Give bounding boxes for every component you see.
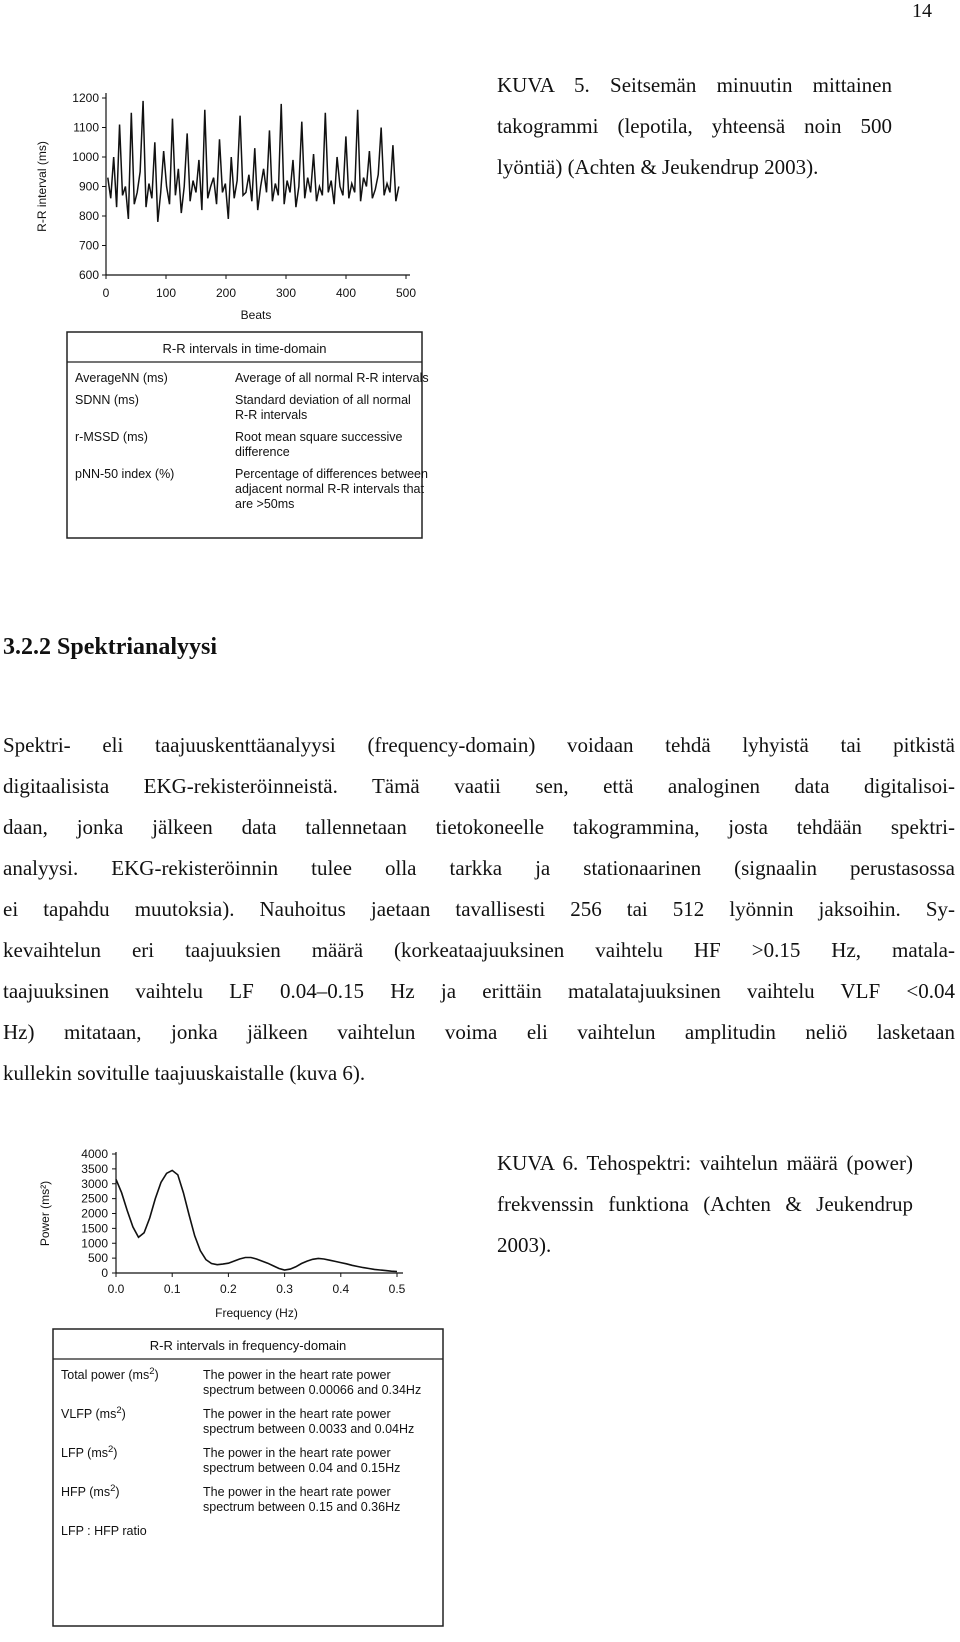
table-definition: The power in the heart rate power bbox=[203, 1446, 391, 1460]
y-tick-label: 800 bbox=[78, 209, 99, 223]
y-tick-label: 1200 bbox=[72, 91, 99, 105]
y-tick-label: 2000 bbox=[81, 1206, 108, 1221]
figure-6-caption-text: KUVA 6. Tehospektri: vaihtelun määrä (power) frekvenssin funktiona (Achten & Jeukendrup 2003). bbox=[497, 1151, 913, 1257]
x-axis-label: Beats bbox=[240, 308, 272, 322]
page-number: 14 bbox=[912, 0, 932, 22]
power-spectrum-series-line bbox=[116, 1170, 397, 1271]
x-tick-label: 0.2 bbox=[220, 1282, 237, 1296]
body-line: analyysi. EKG-rekisteröinnin tulee olla tarkka ja stationaarinen (signaalin perustasossa bbox=[3, 856, 955, 880]
table-term: LFP $(ms^2)$ bbox=[61, 1444, 118, 1460]
y-tick-label: 1100 bbox=[73, 120, 99, 135]
table-term: AverageNN (ms) bbox=[75, 371, 168, 385]
x-tick-label: 200 bbox=[215, 286, 237, 300]
body-line: ei tapahdu muutoksia). Nauhoitus jaetaan tavallisesti 256 tai 512 lyönnin jaksoihin. Sy- bbox=[3, 897, 955, 921]
y-tick-label: 1000 bbox=[81, 1236, 108, 1251]
y-tick-label: 2500 bbox=[81, 1191, 108, 1206]
table-definition: are >50ms bbox=[235, 497, 295, 511]
figure-6-caption bbox=[497, 1143, 913, 1266]
body-line: kevaihtelun eri taajuuksien määrä (korkeataajuuksinen vaihtelu HF >0.15 Hz, matala- bbox=[3, 938, 955, 962]
x-tick-label: 500 bbox=[395, 286, 417, 300]
y-axis-label: R-R interval (ms) bbox=[35, 141, 49, 232]
y-axis-label: Power (ms²) bbox=[38, 1180, 52, 1247]
figure-5-caption bbox=[497, 65, 892, 188]
table-definition: Percentage of differences between bbox=[235, 467, 428, 481]
table-title: R-R intervals in frequency-domain bbox=[149, 1338, 347, 1353]
rr-interval-series-line bbox=[108, 101, 399, 222]
table-term: LFP : HFP ratio bbox=[61, 1524, 147, 1538]
y-tick-label: 4000 bbox=[81, 1148, 108, 1161]
table-term: HFP $(ms^2)$ bbox=[61, 1483, 120, 1499]
x-tick-label: 0 bbox=[102, 286, 110, 300]
body-line: Spektri- eli taajuuskenttäanalyysi (frequency-domain) voidaan tehdä lyhyistä tai pitkistä bbox=[3, 733, 955, 757]
table-definition: spectrum between 0.15 and 0.36Hz bbox=[203, 1500, 401, 1514]
x-tick-label: 0.3 bbox=[276, 1282, 293, 1296]
table-definition: R-R intervals bbox=[235, 408, 308, 422]
y-tick-label: 500 bbox=[87, 1251, 108, 1266]
y-tick-label: 1500 bbox=[81, 1221, 108, 1236]
table-definition: The power in the heart rate power bbox=[203, 1485, 391, 1499]
body-line: digitaalisista EKG-rekisteröinneistä. Tämä vaatii sen, että analoginen data digitalisoi- bbox=[3, 774, 955, 798]
body-line: Hz) mitataan, jonka jälkeen vaihtelun voima eli vaihtelun amplitudin neliö lasketaan bbox=[3, 1020, 955, 1044]
body-line: daan, jonka jälkeen data tallennetaan tietokoneelle takogrammina, josta tehdään spektri- bbox=[3, 815, 955, 839]
x-tick-label: 0.1 bbox=[163, 1282, 181, 1296]
y-tick-label: 600 bbox=[78, 268, 99, 282]
x-tick-label: 0.4 bbox=[332, 1282, 350, 1296]
section-heading: 3.2.2 Spektrianalyysi bbox=[3, 634, 218, 660]
body-line: kullekin sovitulle taajuuskaistalle (kuva 6). bbox=[3, 1061, 366, 1085]
y-tick-label: 900 bbox=[78, 179, 99, 194]
table-definition: adjacent normal R-R intervals that bbox=[235, 482, 424, 496]
x-tick-label: 300 bbox=[275, 286, 297, 300]
x-tick-label: 0.0 bbox=[107, 1282, 125, 1296]
y-tick-label: 3500 bbox=[81, 1161, 108, 1176]
table-definition: Average of all normal R-R intervals bbox=[235, 371, 429, 385]
table-term: pNN-50 index (%) bbox=[75, 467, 175, 481]
x-tick-label: 400 bbox=[335, 286, 357, 300]
table-term: SDNN (ms) bbox=[75, 393, 139, 407]
table-definition: spectrum between 0.0033 and 0.04Hz bbox=[203, 1422, 415, 1436]
power-spectrum-chart bbox=[35, 1148, 465, 1630]
table-term: r-MSSD (ms) bbox=[75, 430, 148, 444]
y-tick-label: 3000 bbox=[81, 1176, 108, 1191]
table-definition: The power in the heart rate power bbox=[203, 1368, 391, 1382]
table-definition: The power in the heart rate power bbox=[203, 1407, 391, 1421]
table-definition: Standard deviation of all normal bbox=[235, 393, 411, 407]
x-tick-label: 100 bbox=[155, 286, 177, 300]
table-definition: spectrum between 0.00066 and 0.34Hz bbox=[203, 1383, 422, 1397]
figure-5-caption-text: KUVA 5. Seitsemän minuutin mittainen takogrammi (lepotila, yhteensä noin 500 lyöntiä) (Achten & Jeukendrup 2003). bbox=[497, 73, 892, 179]
x-tick-label: 0.5 bbox=[388, 1282, 406, 1296]
y-tick-label: 0 bbox=[101, 1266, 108, 1280]
figure-5-image bbox=[30, 70, 455, 545]
tachogram-chart bbox=[30, 70, 455, 545]
figure-6-image bbox=[35, 1148, 465, 1630]
table-definition: Root mean square successive bbox=[235, 430, 403, 444]
y-tick-label: 700 bbox=[78, 238, 99, 253]
x-axis-label: Frequency (Hz) bbox=[215, 1306, 298, 1320]
table-term: Total power $(ms^2)$ bbox=[61, 1366, 159, 1382]
y-tick-label: 1000 bbox=[72, 150, 99, 164]
table-term: VLFP $(ms^2)$ bbox=[61, 1405, 126, 1421]
body-line: taajuuksinen vaihtelu LF 0.04–0.15 Hz ja erittäin matalatajuuksinen vaihtelu VLF <0.04 bbox=[3, 979, 955, 1003]
section-body bbox=[3, 725, 955, 1094]
table-title: R-R intervals in time-domain bbox=[162, 341, 327, 356]
table-definition: spectrum between 0.04 and 0.15Hz bbox=[203, 1461, 401, 1475]
table-definition: difference bbox=[235, 445, 290, 459]
